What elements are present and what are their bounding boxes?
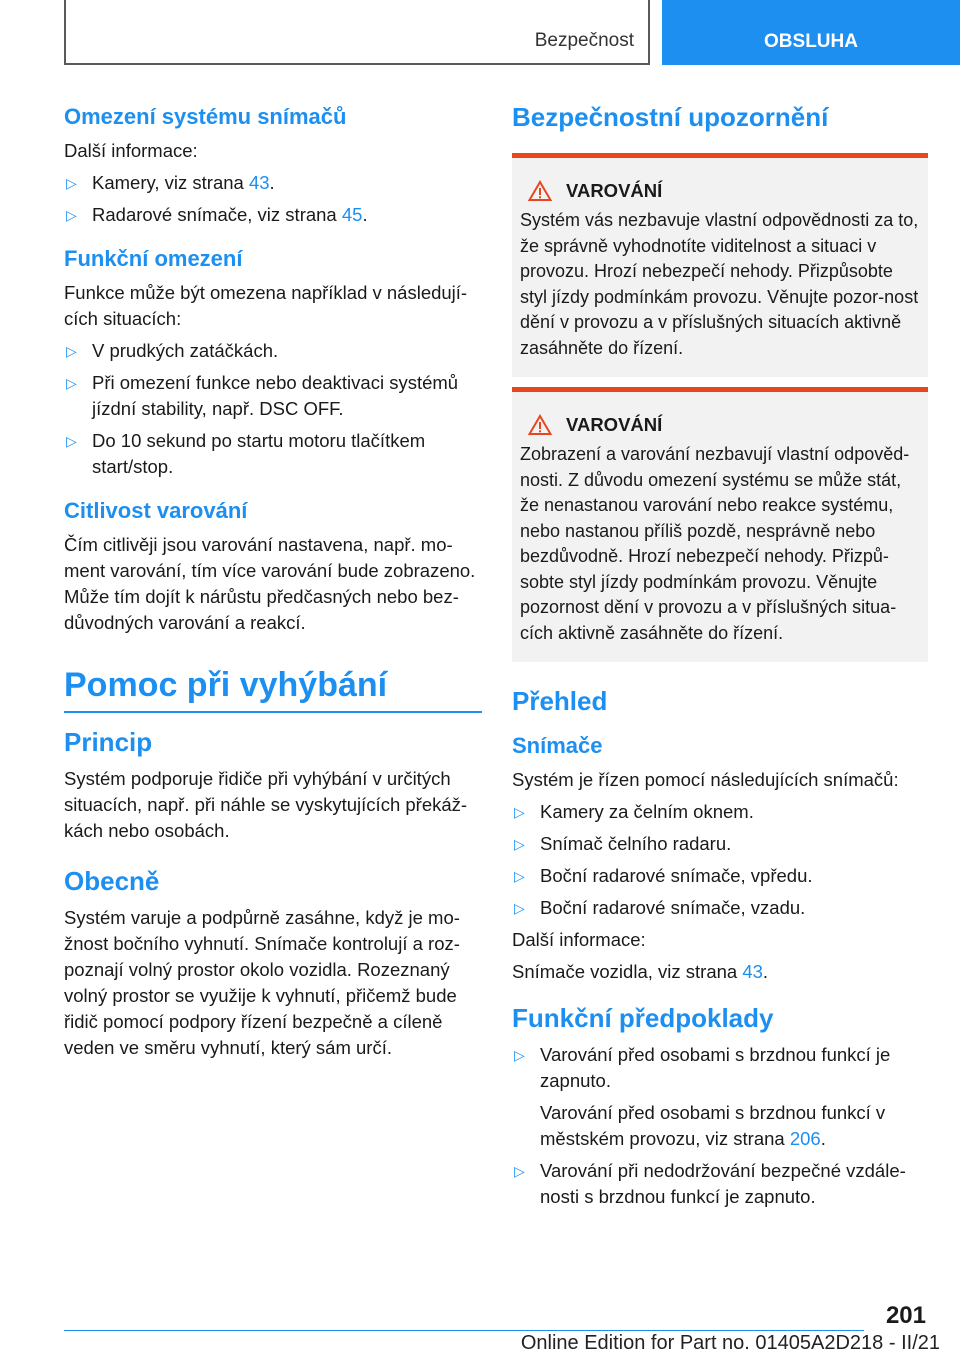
heading-sensitivity: Citlivost varování [64,498,248,523]
list-item: ▷ Varování při nedodržování bezpečné vzdále-nosti s brzdnou funkcí je zapnuto. [514,1160,906,1207]
more-info-label: Další informace: [512,929,646,950]
page-number: 201 [885,1302,926,1329]
right-column [512,98,928,1216]
principle-text: Systém podporuje řidiče při vyhýbání v určitých situacích, např. při náhle se vyskytujících překáž-kách nebo osobách. [64,768,468,841]
list-item: ▷ Snímač čelního radaru. [512,831,928,857]
list-item: ▷ Varování před osobami s brzdnou funkcí je zapnuto. Varování před osobami s brzdnou funkcí v městském provozu, viz strana 206. [512,1042,928,1152]
triangle-bullet-icon: ▷ [514,804,525,820]
sub-paragraph: Varování před osobami s brzdnou funkcí v městském provozu, viz strana 206. [540,1102,886,1149]
list-item: ▷ Do 10 sekund po startu motoru tlačítkem start/stop. [66,430,426,477]
section-title: Bezpečnost [534,30,634,51]
page-link[interactable]: 45 [341,204,363,225]
heading-principle: Princip [64,727,153,757]
triangle-bullet-icon: ▷ [66,433,77,449]
heading-safety: Bezpečnostní upozornění [512,102,829,132]
heading-func-limits: Funkční omezení [64,246,243,271]
triangle-bullet-icon: ▷ [514,900,525,916]
sensors-list [512,799,928,921]
triangle-bullet-icon: ▷ [66,343,77,359]
main-heading: Pomoc při vyhýbání [64,666,482,713]
warning-box [512,387,928,662]
list-item: ▷ Kamery, viz strana 43. [64,170,482,196]
heading-sensors: Snímače [512,733,603,758]
warning-triangle-icon [528,180,552,202]
page-link[interactable]: 43 [248,172,270,193]
list-item: ▷ Při omezení funkce nebo deaktivaci systémů jízdní stability, např. DSC OFF. [66,372,459,419]
list-item: ▷ Kamery za čelním oknem. [512,799,928,825]
warning-box [512,153,928,377]
sensitivity-text: Čím citlivěji jsou varování nastavena, např. mo-ment varování, tím více varování bude zobrazeno. Může tím dojít k nárůstu předčasných nebo bez-důvodných varování a reakcí. [64,534,476,633]
more-info-list [64,170,482,228]
heading-preconditions: Funkční předpoklady [512,1003,774,1033]
list-item: ▷ Boční radarové snímače, vpředu. [512,863,928,889]
triangle-bullet-icon: ▷ [514,868,525,884]
triangle-bullet-icon: ▷ [514,836,525,852]
warning-text: Systém vás nezbavuje vlastní odpovědnosti za to, že správně vyhodnotíte viditelnost a situaci v provozu. Hrozí nebezpečí nehody. Přizpůsobte styl jízdy podmínkám provozu. Věnujte pozor-nost dění v provozu a v příslušných situacích aktivně zasáhněte do řízení. [520,210,919,358]
func-list [64,338,482,480]
page-link[interactable]: 206 [789,1128,821,1149]
triangle-bullet-icon: ▷ [514,1163,525,1179]
heading-sensor-limits: Omezení systému snímačů [64,104,347,129]
general-text: Systém varuje a podpůrně zasáhne, když je mo-žnost bočního vyhnutí. Snímače kontrolují a roz-poznají volný prostor okolo vozidla. Rozeznaný volný prostor se využije k vyhnutí, přičemž bude řidič pomocí podpory řízení bezpečně a cíleně veden ve směru vyhnutí, který sám určí. [64,907,460,1058]
sensors-ref-line: Snímače vozidla, viz strana 43. [512,961,769,982]
chapter-tab[interactable]: OBSLUHA [662,0,960,65]
heading-general: Obecně [64,866,160,896]
footer-rule [64,1330,864,1331]
triangle-bullet-icon: ▷ [514,1047,525,1063]
left-column [64,98,482,1067]
warning-title: VAROVÁNÍ [520,180,920,202]
func-intro: Funkce může být omezena například v následují-cích situacích: [64,282,468,329]
heading-overview: Přehled [512,686,608,716]
warning-title: VAROVÁNÍ [520,414,920,436]
page-link[interactable]: 43 [742,961,763,982]
warning-triangle-icon [528,414,552,436]
triangle-bullet-icon: ▷ [66,375,77,391]
header-box [64,0,650,65]
warning-text: Zobrazení a varování nezbavují vlastní odpověd-nosti. Z důvodu omezení systému se může stát, že nenastanou varování nebo reakce systému, nebo nastanou příliš pozdě, nesprávně nebo bezdůvodně. Hrozí nebezpečí nehody. Přizpů-sobte styl jízdy podmínkám provozu. Věnujte pozornost dění v provozu a v příslušných situa-cích aktivně zasáhněte do řízení. [520,444,910,643]
list-item: ▷ Radarové snímače, viz strana 45. [64,202,482,228]
more-info-label: Další informace: [64,140,198,161]
list-item: ▷ V prudkých zatáčkách. [64,338,482,364]
triangle-bullet-icon: ▷ [66,175,77,191]
footer-edition: Online Edition for Part no. 01405A2D218 - II/21 [520,1332,940,1354]
preconditions-list [512,1042,928,1210]
triangle-bullet-icon: ▷ [66,207,77,223]
sensors-intro: Systém je řízen pomocí následujících snímačů: [512,769,899,790]
list-item: ▷ Boční radarové snímače, vzadu. [512,895,928,921]
